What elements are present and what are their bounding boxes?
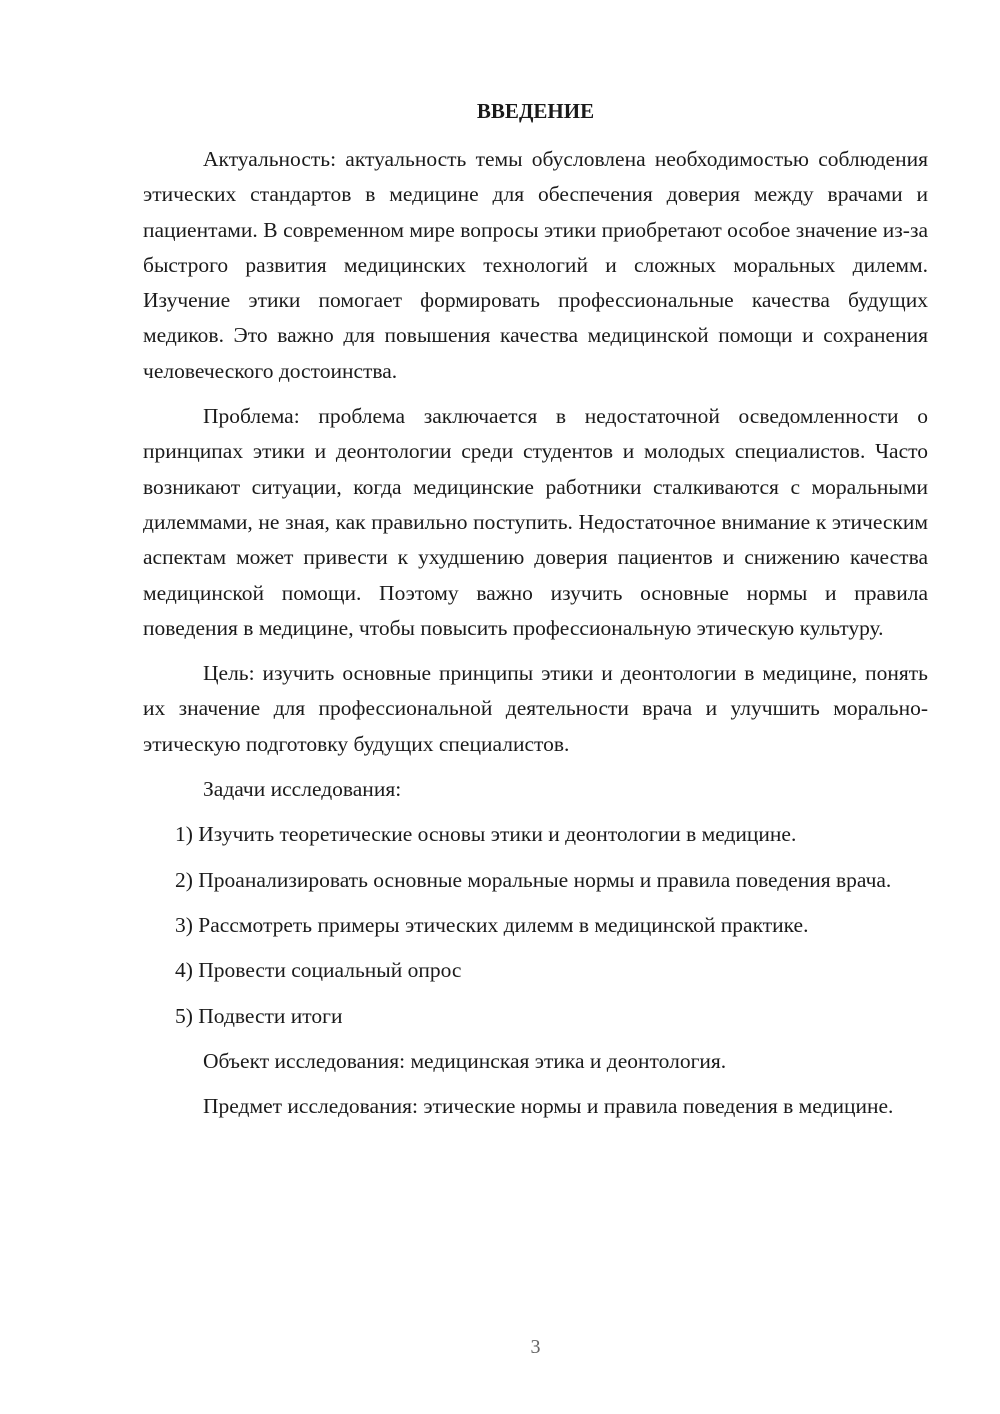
task-item-1: 1) Изучить теоретические основы этики и деонтологии в медицине. — [175, 822, 797, 847]
paragraph-relevance: Актуальность: актуальность темы обусловлена необходимостью соблюдения этических стандартов в медицине для обеспечения доверия между врачами и пациентами. В современном мире вопросы этики приобретают особое значение из-за быстрого развития медицинских технологий и сложных моральных дилемм. Изучение этики помогает формировать профессиональные качества будущих медиков. Это важно для повышения качества медицинской помощи и сохранения человеческого достоинства. — [143, 147, 928, 383]
task-item-5: 5) Подвести итоги — [175, 1003, 343, 1028]
page-number: 3 — [530, 1336, 541, 1358]
paragraph-goal: Цель: изучить основные принципы этики и деонтологии в медицине, понять их значение для профессиональной деятельности врача и улучшить морально-этическую подготовку будущих специалистов. — [143, 661, 928, 756]
document-page — [143, 0, 928, 1414]
task-item-2: 2) Проанализировать основные моральные нормы и правила поведения врача. — [175, 867, 892, 892]
paragraph-object: Объект исследования: медицинская этика и деонтология. — [203, 1048, 727, 1073]
document-body — [143, 142, 928, 1134]
page-title: ВВЕДЕНИЕ — [476, 99, 595, 123]
paragraph-problem: Проблема: проблема заключается в недостаточной осведомленности о принципах этики и деонтологии среди студентов и молодых специалистов. Часто возникают ситуации, когда медицинские работники сталкиваются с моральными дилеммами, не зная, как правильно поступить. Недостаточное внимание к этическим аспектам может привести к ухудшению доверия пациентов и снижению качества медицинской помощи. Поэтому важно изучить основные нормы и правила поведения в медицине, чтобы повысить профессиональную этическую культуру. — [143, 404, 928, 640]
task-item-4: 4) Провести социальный опрос — [175, 958, 462, 983]
task-item-3: 3) Рассмотреть примеры этических дилемм в медицинской практике. — [175, 912, 809, 937]
paragraph-subject: Предмет исследования: этические нормы и правила поведения в медицине. — [203, 1094, 894, 1119]
paragraph-tasks-heading: Задачи исследования: — [203, 777, 402, 802]
